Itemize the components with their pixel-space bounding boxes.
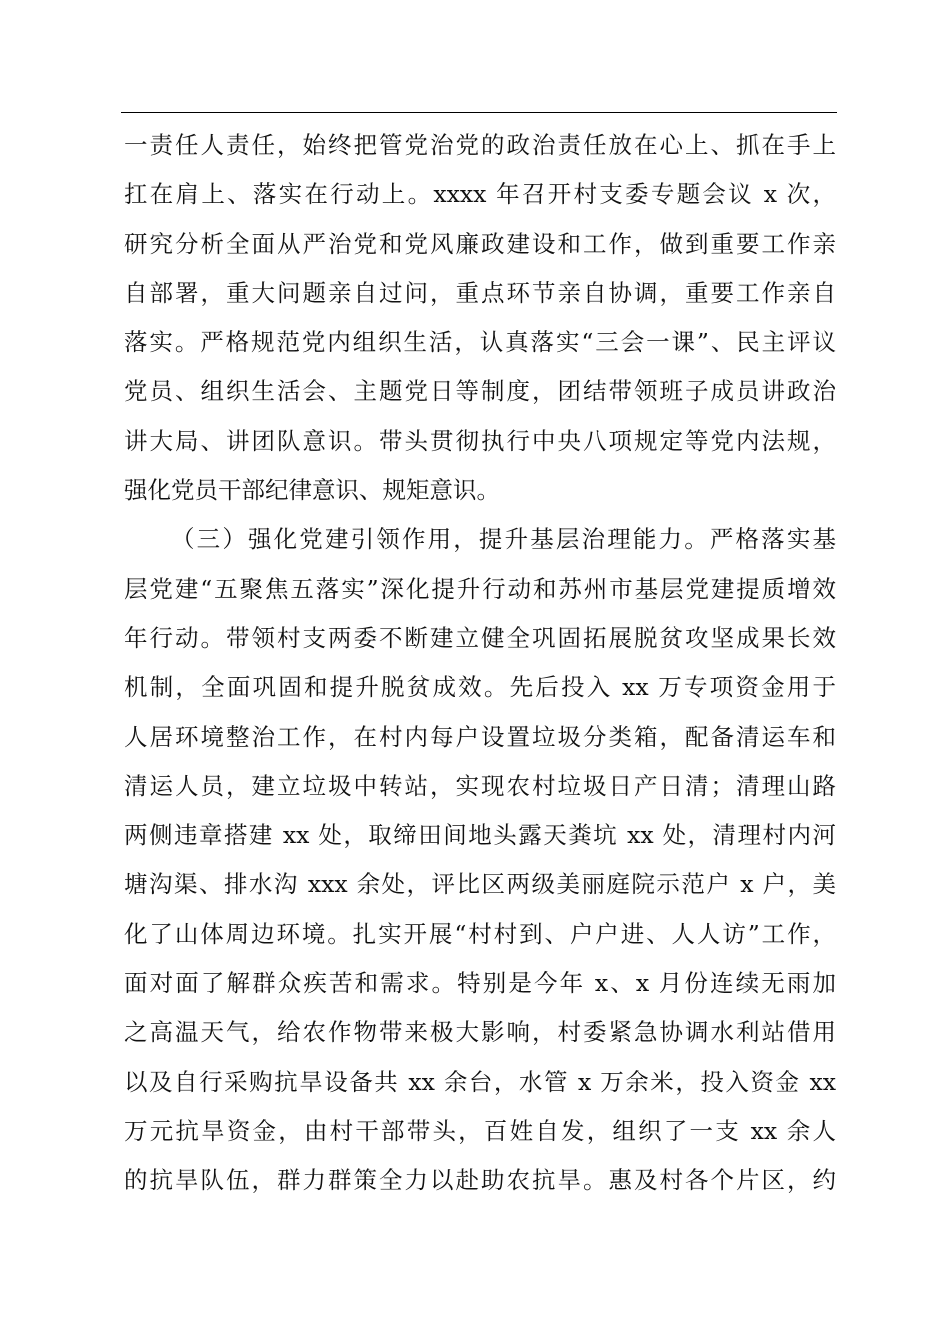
text-line: 年行动。带领村支两委不断建立健全巩固拓展脱贫攻坚成果长效 [124,623,836,652]
text-line: 讲大局、讲团队意识。带头贯彻执行中央八项规定等党内法规， [124,426,836,455]
text-line: 机制，全面巩固和提升脱贫成效。先后投入 xx 万专项资金用于 [124,673,836,702]
text-line: 落实。严格规范党内组织生活，认真落实“三会一课”、民主评议 [124,328,836,357]
section-heading-line: （三）强化党建引领作用，提升基层治理能力。严格落实基 [171,525,836,554]
text-line: 以及自行采购抗旱设备共 xx 余台，水管 x 万余米，投入资金 xx [124,1067,836,1096]
text-line: 人居环境整治工作，在村内每户设置垃圾分类箱，配备清运车和 [124,722,836,751]
text-line: 清运人员，建立垃圾中转站，实现农村垃圾日产日清；清理山路 [124,771,836,800]
text-line: 自部署，重大问题亲自过问，重点环节亲自协调，重要工作亲自 [124,278,836,307]
body-text [124,121,836,1206]
header-rule [121,112,837,113]
text-line: 面对面了解群众疾苦和需求。特别是今年 x、x 月份连续无雨加 [124,969,836,998]
text-line: 两侧违章搭建 xx 处，取缔田间地头露天粪坑 xx 处，清理村内河 [124,821,836,850]
text-line: 扛在肩上、落实在行动上。xxxx 年召开村支委专题会议 x 次， [124,180,836,209]
text-line: 强化党员干部纪律意识、规矩意识。 [124,476,500,505]
text-line: 一责任人责任，始终把管党治党的政治责任放在心上、抓在手上 [124,131,836,159]
text-line: 层党建“五聚焦五落实”深化提升行动和苏州市基层党建提质增效 [124,574,836,603]
text-line: 万元抗旱资金，由村干部带头，百姓自发，组织了一支 xx 余人 [124,1116,836,1145]
text-line: 的抗旱队伍，群力群策全力以赴助农抗旱。惠及村各个片区，约 [124,1166,836,1195]
text-line: 研究分析全面从严治党和党风廉政建设和工作，做到重要工作亲 [124,229,836,258]
text-line: 之高温天气，给农作物带来极大影响，村委紧急协调水利站借用 [124,1018,836,1047]
text-line: 党员、组织生活会、主题党日等制度，团结带领班子成员讲政治 [124,377,836,406]
text-line: 塘沟渠、排水沟 xxx 余处，评比区两级美丽庭院示范户 x 户，美 [124,870,836,899]
text-line: 化了山体周边环境。扎实开展“村村到、户户进、人人访”工作， [124,919,836,948]
